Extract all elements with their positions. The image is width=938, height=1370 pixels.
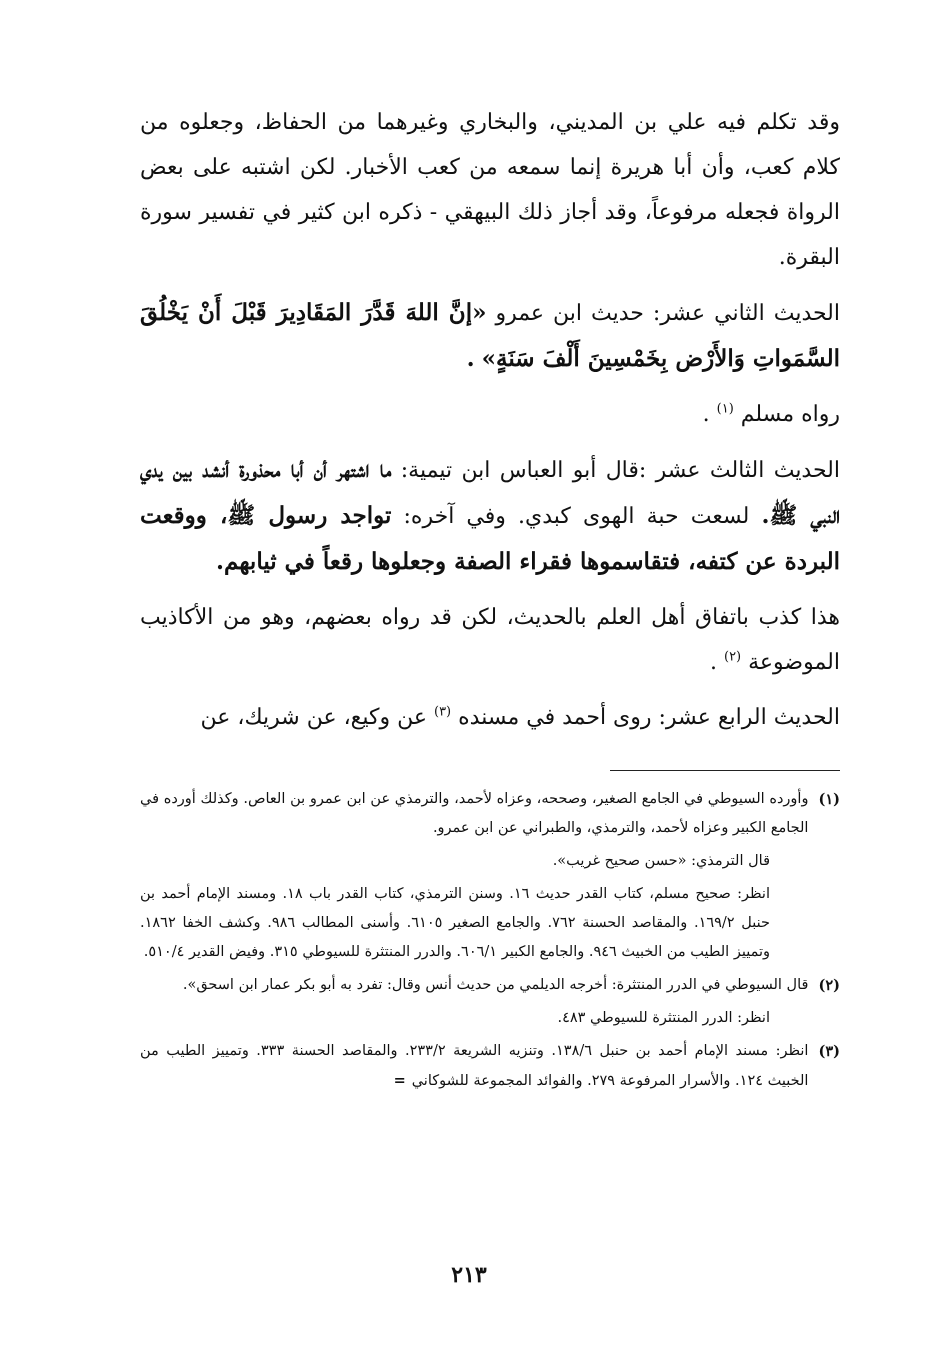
hadith-thirteen-mid: لسعت حبة الهوى كبدي. وفي آخره: bbox=[391, 504, 750, 529]
page-content bbox=[140, 100, 840, 1350]
footnote-text bbox=[140, 1037, 808, 1096]
hadith-thirteen-paragraph bbox=[140, 447, 840, 585]
hadith-twelve-quote: «إنَّ اللهَ قَدَّرَ المَقَادِيرَ قَبْلَ أَنْ يَخْلُقَ السَّمَواتِ وَالأَرْض بِخَمْسِينَ أَلْفَ سَنَةٍ» bbox=[140, 299, 840, 372]
footnote-ref-1[interactable]: (١) bbox=[716, 401, 734, 417]
hadith-thirteen-bold-1: ما اشتهر أن أبا محذورة أنشد بين يدي النبي ﷺ. bbox=[140, 456, 840, 529]
footnote-number: (٣) bbox=[818, 1043, 840, 1060]
verdict-paragraph bbox=[140, 595, 840, 685]
verdict-end: . bbox=[709, 650, 717, 675]
narration-text: رواه مسلم bbox=[740, 402, 840, 427]
footnote-divider bbox=[610, 770, 840, 771]
body-paragraph: وقد تكلم فيه علي بن المديني، والبخاري وغيرهما من الحفاظ، وجعلوه من كلام كعب، وأن أبا هريرة إنما سمعه من كعب الأخبار. لكن اشتبه على بعض الرواة فجعله مرفوعاً، وقد أجاز ذلك البيهقي - ذكره ابن كثير في تفسير سورة البقرة. bbox=[140, 110, 840, 270]
footnote-number: (١) bbox=[818, 791, 840, 808]
hadith-thirteen-bold-2: تواجد رسول ﷺ، ووقعت البردة عن كتفه، فتقاسموها فقراء الصفة وجعلوها رقعاً في ثيابهم. bbox=[140, 502, 840, 575]
continuation-mark: = bbox=[393, 1072, 406, 1089]
hadith-fourteen-rest: عن وكيع، عن شريك، عن bbox=[200, 705, 427, 730]
hadith-thirteen-lead: الحديث الثالث عشر :قال أبو العباس ابن تيمية: bbox=[400, 458, 841, 483]
page-number: ٢١٣ bbox=[451, 1262, 487, 1288]
verdict-text: هذا كذب باتفاق أهل العلم بالحديث، لكن قد رواه بعضهم، وهو من الأكاذيب الموضوعة bbox=[140, 605, 840, 675]
hadith-fourteen-lead: الحديث الرابع عشر: روى أحمد في مسنده bbox=[458, 705, 840, 730]
hadith-twelve-paragraph bbox=[140, 290, 840, 382]
footnotes bbox=[140, 785, 840, 1096]
footnote-1-line: قال الترمذي: «حسن صحيح غريب». bbox=[552, 853, 770, 869]
footnote-1-references: انظر: صحيح مسلم، كتاب القدر حديث ١٦. وسنن الترمذي، كتاب القدر باب ١٨. ومسند الإمام أحمد بن حنبل ١٦٩/٢. والمقاصد الحسنة ٧٦٢. والجامع الصغير ٦١٠٥. وأسنى المطالب ٩٨٦. وكشف الخفا ١٨٦٢. وتمييز الطيب من الخبيث ٩٤٦. والجامع الكبير ٦٠٦/١. والدرر المنتثرة للسيوطي ٣١٥. وفيض القدير ٥١٠/٤. bbox=[140, 886, 770, 960]
narration-line bbox=[140, 392, 840, 437]
footnote-ref-2[interactable]: (٢) bbox=[723, 649, 742, 665]
hadith-twelve-lead: الحديث الثاني عشر: حديث ابن عمرو bbox=[495, 301, 841, 326]
hadith-fourteen-paragraph bbox=[140, 695, 840, 740]
footnote-2 bbox=[140, 971, 840, 1000]
footnote-3 bbox=[140, 1037, 840, 1096]
narration-end: . bbox=[702, 402, 710, 427]
footnote-text: قال السيوطي في الدرر المنتثرة: أخرجه الديلمي من حديث أنس وقال: تفرد به أبو بكر عمار ابن اسحق». bbox=[182, 977, 809, 993]
footnote-3-body: انظر: مسند الإمام أحمد بن حنبل ١٣٨/٦. وتنزيه الشريعة ٢٣٣/٢. والمقاصد الحسنة ٣٣٣. وتمييز الطيب من الخبيث ١٢٤. والأسرار المرفوعة ٢٧٩. والفوائد المجموعة للشوكاني bbox=[140, 1043, 809, 1089]
footnote-ref-3[interactable]: (٣) bbox=[433, 704, 452, 720]
footnote-1 bbox=[140, 785, 840, 843]
footnote-text: وأورده السيوطي في الجامع الصغير، وصححه، وعزاه لأحمد، والترمذي عن ابن عمرو بن العاص. وكذلك أورده في الجامع الكبير وعزاه لأحمد، والترمذي، والطبراني عن ابن عمرو. bbox=[140, 791, 809, 836]
footnote-2-references: انظر: الدرر المنتثرة للسيوطي ٤٨٣. bbox=[557, 1010, 770, 1026]
footnote-number: (٢) bbox=[818, 977, 840, 994]
hadith-twelve-end: . bbox=[466, 345, 475, 372]
